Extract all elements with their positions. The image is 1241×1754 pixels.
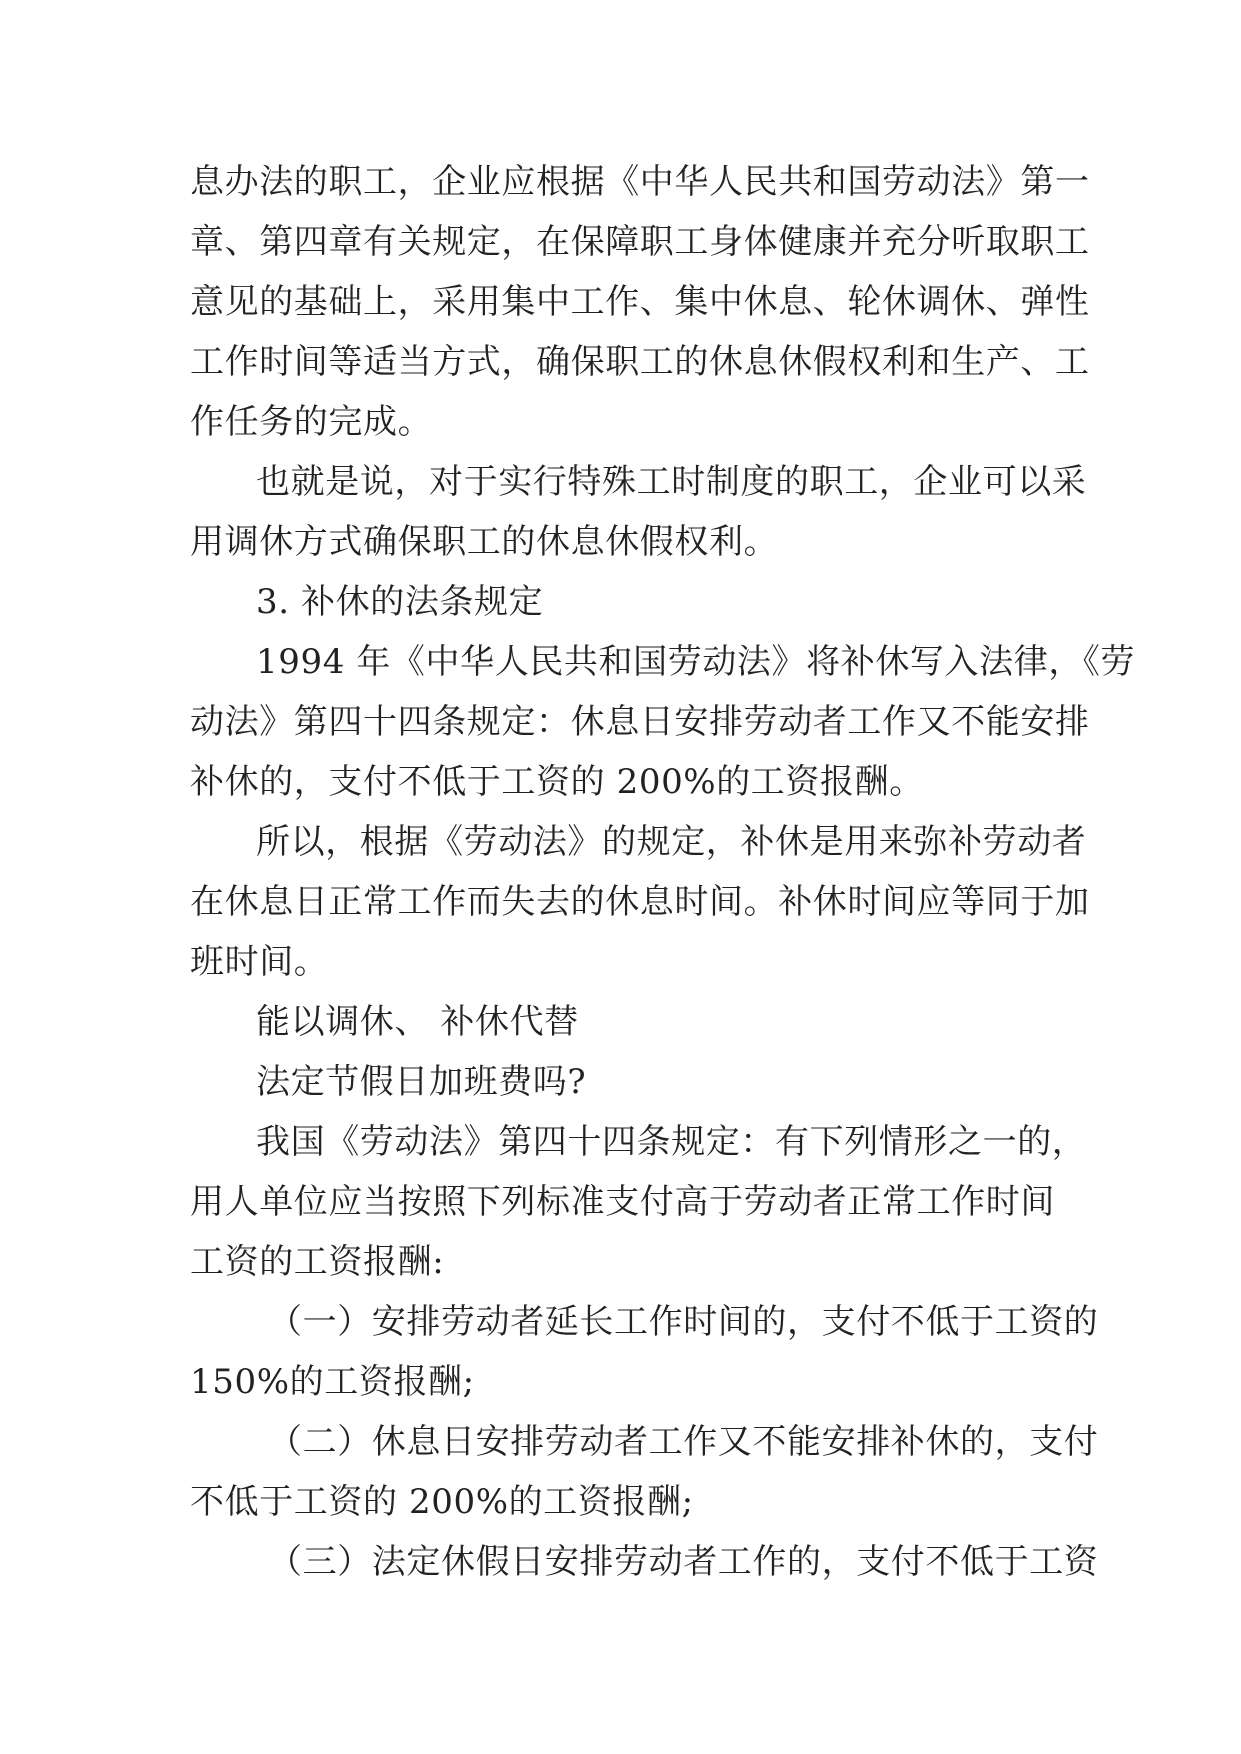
section-heading: 3. 补休的法条规定 [256,582,544,622]
list-item-line: 150%的工资报酬; [190,1362,475,1402]
list-item-line: （一）安排劳动者延长工作时间的，支付不低于工资的 [268,1302,1099,1342]
paragraph-line: 章、第四章有关规定，在保障职工身体健康并充分听取职工 [190,222,1090,262]
document-body [190,152,1136,1592]
list-item-line: （二）休息日安排劳动者工作又不能安排补休的，支付 [268,1422,1099,1462]
paragraph-line: 也就是说，对于实行特殊工时制度的职工，企业可以采 [256,462,1087,502]
paragraph-line: 用人单位应当按照下列标准支付高于劳动者正常工作时间 [190,1182,1055,1222]
paragraph-line: 补休的，支付不低于工资的 200%的工资报酬。 [190,762,924,802]
paragraph-line: 息办法的职工，企业应根据《中华人民共和国劳动法》第一 [190,162,1090,202]
paragraph-line: 意见的基础上，采用集中工作、集中休息、轮休调休、弹性 [190,282,1090,322]
paragraph-line: 工资的工资报酬: [190,1242,445,1282]
paragraph-line: 所以，根据《劳动法》的规定，补休是用来弥补劳动者 [256,822,1087,862]
paragraph-line: 1994 年《中华人民共和国劳动法》将补休写入法律，《劳 [256,642,1136,682]
paragraph-line: 班时间。 [190,942,329,982]
paragraph-line: 用调休方式确保职工的休息休假权利。 [190,522,779,562]
paragraph-line: 作任务的完成。 [190,402,433,442]
list-item-line: （三）法定休假日安排劳动者工作的，支付不低于工资 [268,1542,1099,1582]
paragraph-line: 工作时间等适当方式，确保职工的休息休假权利和生产、工 [190,342,1090,382]
list-item-line: 不低于工资的 200%的工资报酬; [190,1482,694,1522]
section-heading: 能以调休、 补休代替 [256,1002,579,1042]
paragraph-line: 在休息日正常工作而失去的休息时间。补休时间应等同于加 [190,882,1090,922]
paragraph-line: 动法》第四十四条规定：休息日安排劳动者工作又不能安排 [190,702,1090,742]
paragraph-line: 我国《劳动法》第四十四条规定：有下列情形之一的， [256,1122,1087,1162]
section-heading: 法定节假日加班费吗? [256,1062,587,1102]
